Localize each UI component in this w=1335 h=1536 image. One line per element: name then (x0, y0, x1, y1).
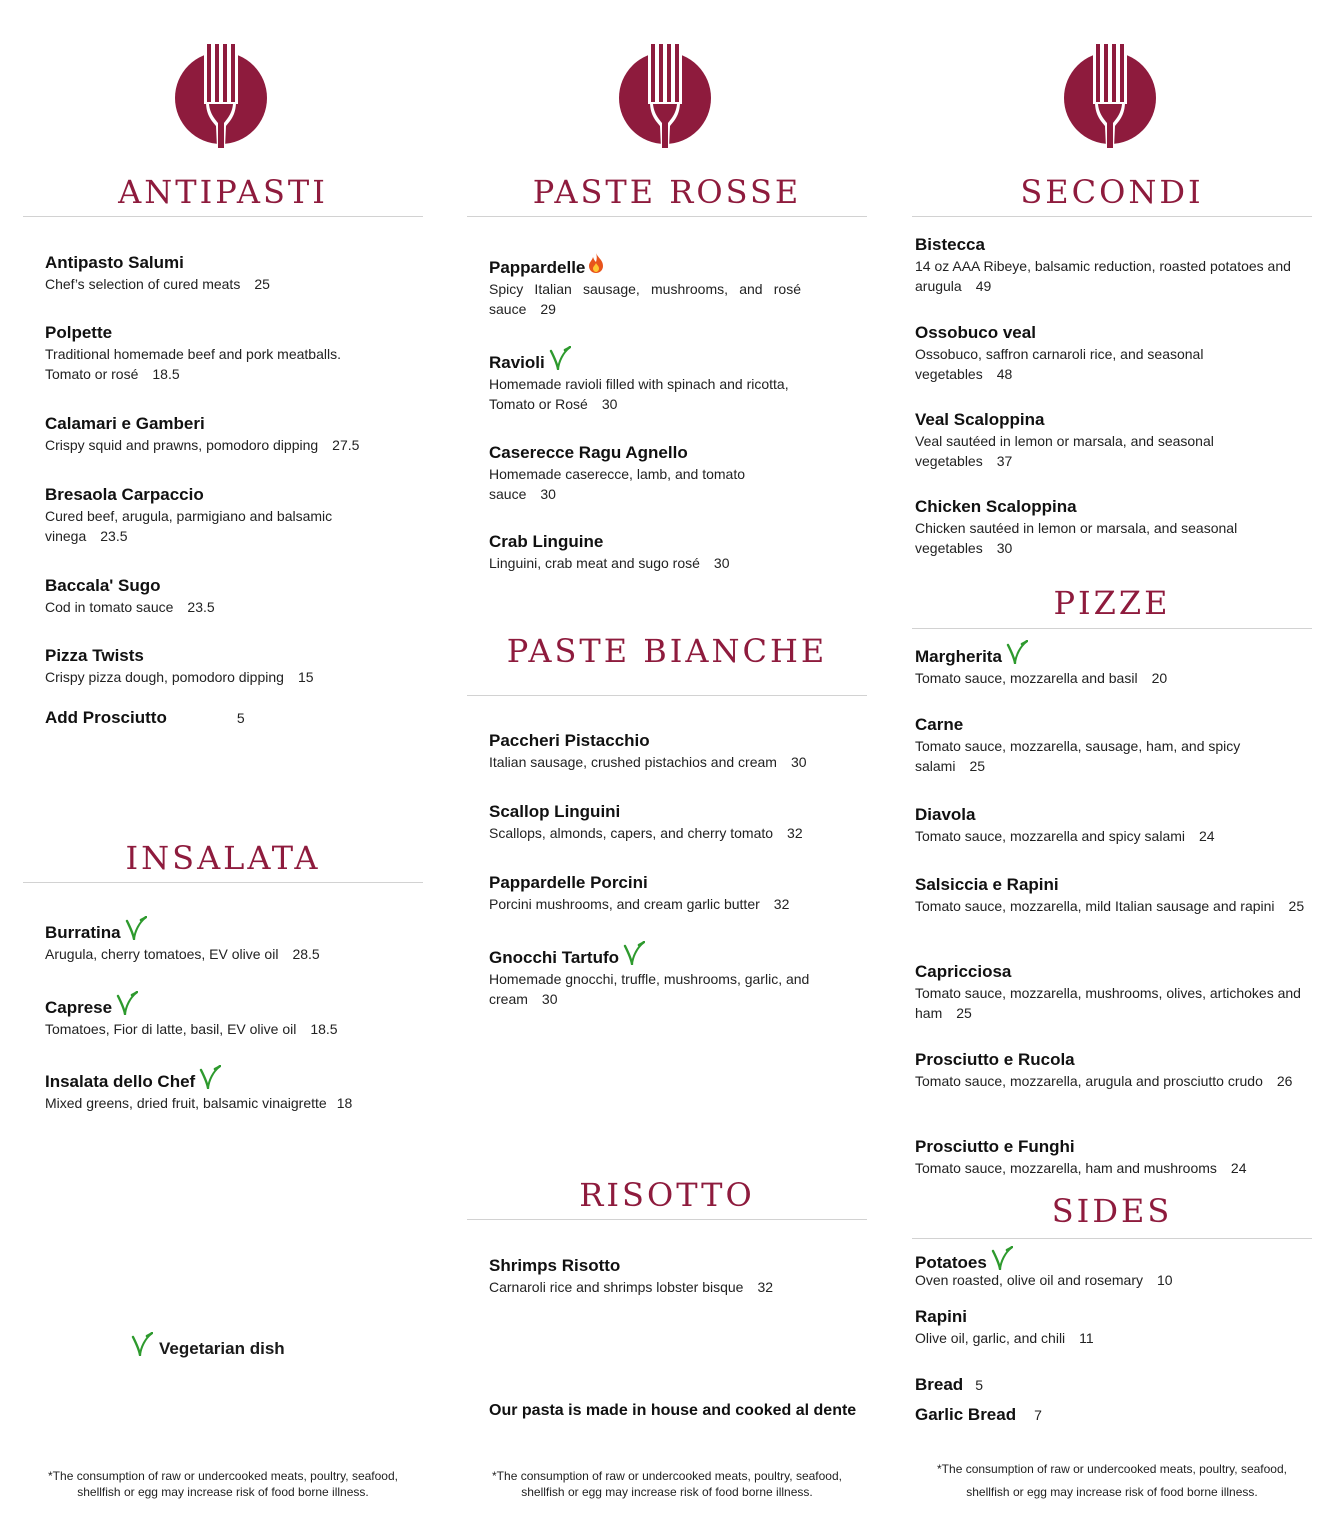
flame-icon (587, 252, 605, 274)
divider (23, 882, 423, 883)
menu-item (45, 252, 407, 294)
menu-item (45, 991, 407, 1039)
item-name: Scallop Linguini (489, 802, 621, 821)
menu-item (45, 484, 407, 546)
item-name: Bread (915, 1375, 964, 1394)
menu-item (45, 916, 407, 964)
item-description: Tomato sauce, mozzarella, mild Italian sausage and rapini (915, 898, 1275, 914)
column-left (23, 0, 423, 1536)
item-name: Ravioli (489, 353, 545, 372)
item-price: 5 (236, 710, 245, 726)
menu-item (45, 413, 407, 455)
menu-item (489, 730, 851, 772)
item-price: 30 (540, 486, 556, 502)
item-description: Italian sausage, crushed pistachios and cream (489, 754, 777, 770)
health-notice (912, 1458, 1312, 1504)
item-price: 18.5 (152, 366, 180, 382)
item-name: Paccheri Pistacchio (489, 731, 650, 750)
item-name: Pizza Twists (45, 646, 144, 665)
item-description: Homemade caserecce, lamb, and tomato sauce (489, 466, 746, 502)
item-description: Tomatoes, Fior di latte, basil, EV olive oil (45, 1021, 297, 1037)
item-name: Prosciutto e Rucola (915, 1050, 1075, 1069)
menu-item (45, 1065, 407, 1113)
divider (912, 628, 1312, 629)
item-price: 49 (975, 278, 992, 294)
menu-item (915, 874, 1310, 916)
item-description: Scallops, almonds, capers, and cherry tomato (489, 825, 774, 841)
item-price: 48 (996, 366, 1013, 382)
item-description: Arugula, cherry tomatoes, EV olive oil (45, 946, 279, 962)
item-description: Crispy squid and prawns, pomodoro dipping (45, 437, 319, 453)
item-price: 27.5 (332, 437, 360, 453)
item-description: Chef’s selection of cured meats (45, 276, 241, 292)
item-description: Oven roasted, olive oil and rosemary (915, 1272, 1143, 1288)
item-price: 25 (969, 758, 986, 774)
item-description: Tomato sauce, mozzarella and spicy salami (915, 828, 1186, 844)
notice-line: *The consumption of raw or undercooked meats, poultry, seafood, (492, 1469, 842, 1483)
menu-item (489, 346, 851, 414)
insalata-title: INSALATA (125, 839, 321, 877)
vegetarian-leaf-icon (131, 1332, 153, 1356)
notice-line: shellfish or egg may increase risk of food borne illness. (521, 1485, 813, 1499)
item-description: Porcini mushrooms, and cream garlic butter (489, 896, 760, 912)
item-name: Carne (915, 715, 964, 734)
item-description: Homemade gnocchi, truffle, mushrooms, garlic, and cream (489, 971, 810, 1007)
item-name: Potatoes (915, 1253, 987, 1272)
menu-item (915, 1136, 1310, 1178)
item-description: Veal sautéed in lemon or marsala, and seasonal vegetables (915, 433, 1214, 469)
notice-line: *The consumption of raw or undercooked meats, poultry, seafood, (48, 1469, 398, 1483)
menu-item (489, 872, 851, 914)
item-name: Baccala' Sugo (45, 576, 161, 595)
fork-plate-logo-icon (617, 42, 713, 148)
item-price: 30 (541, 991, 558, 1007)
item-description: Cod in tomato sauce (45, 599, 174, 615)
item-name: Salsiccia e Rapini (915, 875, 1059, 894)
secondi-title: SECONDI (1020, 173, 1204, 211)
menu-item (489, 801, 851, 843)
vegetarian-leaf-icon (199, 1065, 221, 1089)
item-price: 32 (773, 896, 790, 912)
vegetarian-legend (131, 1332, 285, 1359)
item-name: Bistecca (915, 235, 985, 254)
item-price: 24 (1230, 1160, 1247, 1176)
health-notice (23, 1468, 423, 1500)
menu-item (915, 409, 1310, 471)
menu-item (45, 645, 407, 687)
fork-plate-logo-icon (1062, 42, 1158, 148)
menu-item (915, 714, 1310, 776)
item-price: 30 (790, 754, 807, 770)
item-name: Capricciosa (915, 962, 1012, 981)
item-price: 23.5 (100, 528, 128, 544)
menu-item (915, 322, 1310, 384)
item-price: 25 (254, 276, 270, 292)
divider (467, 1219, 867, 1220)
vegetarian-leaf-icon (623, 941, 645, 965)
menu-item (915, 640, 1310, 688)
item-name: Polpette (45, 323, 113, 342)
menu-item (489, 1255, 851, 1297)
item-price: 28.5 (292, 946, 320, 962)
item-name: Calamari e Gamberi (45, 414, 205, 433)
vegetarian-leaf-icon (991, 1246, 1013, 1270)
item-price: 7 (1034, 1407, 1042, 1423)
item-price: 32 (787, 825, 803, 841)
menu-item (915, 1306, 1310, 1348)
item-description: Linguini, crab meat and sugo rosé (489, 555, 700, 571)
item-price: 25 (1288, 898, 1305, 914)
antipasti-title: ANTIPASTI (118, 173, 328, 211)
vegetarian-leaf-icon (125, 916, 147, 940)
vegetarian-leaf-icon (549, 346, 571, 370)
menu-item (45, 575, 407, 617)
item-price: 30 (713, 555, 730, 571)
item-description: Spicy Italian sausage, mushrooms, and rosé sauce (489, 281, 801, 317)
menu-item (915, 1246, 1310, 1290)
item-price: 30 (601, 396, 618, 412)
menu-item (915, 961, 1310, 1023)
item-name: Rapini (915, 1307, 967, 1326)
item-name: Add Prosciutto (45, 708, 167, 727)
item-description: Tomato sauce, mozzarella, arugula and prosciutto crudo (915, 1073, 1263, 1089)
item-name: Garlic Bread (915, 1405, 1017, 1424)
item-description: 14 oz AAA Ribeye, balsamic reduction, roasted potatoes and arugula (915, 258, 1291, 294)
menu-item (489, 252, 851, 319)
item-name: Prosciutto e Funghi (915, 1137, 1075, 1156)
menu-item (489, 531, 851, 573)
menu-item (915, 1049, 1310, 1091)
item-name: Caprese (45, 998, 113, 1017)
menu-item (489, 941, 851, 1009)
item-description: Tomato sauce, mozzarella, sausage, ham, and spicy salami (915, 738, 1241, 774)
divider (467, 216, 867, 217)
item-description: Crispy pizza dough, pomodoro dipping (45, 669, 284, 685)
menu-item (915, 496, 1310, 558)
item-description: Tomato sauce, mozzarella, mushrooms, olives, artichokes and ham (915, 985, 1301, 1021)
item-description: Cured beef, arugula, parmigiano and balsamic vinega (45, 508, 333, 544)
vegetarian-leaf-icon (1006, 640, 1028, 664)
item-name: Pappardelle (489, 258, 586, 277)
menu-item (489, 442, 851, 504)
menu-item (915, 1374, 1310, 1396)
item-name: Caserecce Ragu Agnello (489, 443, 688, 462)
item-description: Chicken sautéed in lemon or marsala, and seasonal vegetables (915, 520, 1238, 556)
item-name: Diavola (915, 805, 976, 824)
item-price: 18.5 (310, 1021, 338, 1037)
item-price: 24 (1199, 828, 1215, 844)
menu-item (45, 707, 407, 729)
item-price: 23.5 (187, 599, 215, 615)
column-middle (467, 0, 867, 1536)
item-price: 37 (996, 453, 1013, 469)
item-name: Pappardelle Porcini (489, 873, 648, 892)
item-name: Crab Linguine (489, 532, 604, 551)
divider (912, 1238, 1312, 1239)
pasta-tagline: Our pasta is made in house and cooked al dente (489, 1402, 857, 1419)
fork-plate-logo-icon (173, 42, 269, 148)
item-price: 11 (1079, 1330, 1094, 1346)
item-price: 5 (975, 1377, 983, 1393)
health-notice (467, 1468, 867, 1500)
item-name: Antipasto Salumi (45, 253, 184, 272)
item-description: Traditional homemade beef and pork meatballs. Tomato or rosé (45, 346, 341, 382)
risotto-title: RISOTTO (579, 1176, 755, 1214)
notice-line: shellfish or egg may increase risk of food borne illness. (77, 1485, 369, 1499)
item-price: 26 (1276, 1073, 1293, 1089)
notice-line: shellfish or egg may increase risk of food borne illness. (966, 1485, 1258, 1499)
item-description: Mixed greens, dried fruit, balsamic vinaigrette (45, 1095, 327, 1111)
item-name: Gnocchi Tartufo (489, 948, 620, 967)
menu-item (915, 1404, 1310, 1426)
item-name: Insalata dello Chef (45, 1072, 196, 1091)
item-price: 30 (996, 540, 1013, 556)
item-name: Chicken Scaloppina (915, 497, 1077, 516)
paste-rosse-title: PASTE ROSSE (532, 173, 802, 211)
item-description: Tomato sauce, mozzarella, ham and mushrooms (915, 1160, 1217, 1176)
item-price: 29 (540, 301, 556, 317)
paste-bianche-title: PASTE BIANCHE (506, 632, 828, 670)
menu-item (915, 234, 1310, 296)
item-price: 15 (297, 669, 314, 685)
divider (23, 216, 423, 217)
pizze-title: PIZZE (1053, 584, 1171, 622)
column-right (912, 0, 1312, 1536)
item-name: Ossobuco veal (915, 323, 1036, 342)
item-price: 20 (1151, 670, 1168, 686)
item-name: Burratina (45, 923, 121, 942)
item-name: Veal Scaloppina (915, 410, 1045, 429)
item-price: 10 (1157, 1272, 1173, 1288)
divider (912, 216, 1312, 217)
sides-title: SIDES (1051, 1192, 1173, 1230)
menu-item (915, 804, 1310, 846)
item-description: Ossobuco, saffron carnaroli rice, and seasonal vegetables (915, 346, 1204, 382)
vegetarian-leaf-icon (116, 991, 138, 1015)
item-price: 18 (336, 1095, 353, 1111)
item-description: Olive oil, garlic, and chili (915, 1330, 1066, 1346)
item-name: Margherita (915, 647, 1002, 666)
item-name: Bresaola Carpaccio (45, 485, 204, 504)
item-description: Tomato sauce, mozzarella and basil (915, 670, 1138, 686)
notice-line: *The consumption of raw or undercooked meats, poultry, seafood, (937, 1462, 1287, 1476)
item-name: Shrimps Risotto (489, 1256, 621, 1275)
legend-label: Vegetarian dish (159, 1339, 285, 1358)
item-description: Homemade ravioli filled with spinach and ricotta, Tomato or Rosé (489, 376, 789, 412)
item-price: 25 (956, 1005, 972, 1021)
item-price: 32 (757, 1279, 774, 1295)
divider (467, 695, 867, 696)
item-description: Carnaroli rice and shrimps lobster bisque (489, 1279, 744, 1295)
menu-item (45, 322, 407, 384)
